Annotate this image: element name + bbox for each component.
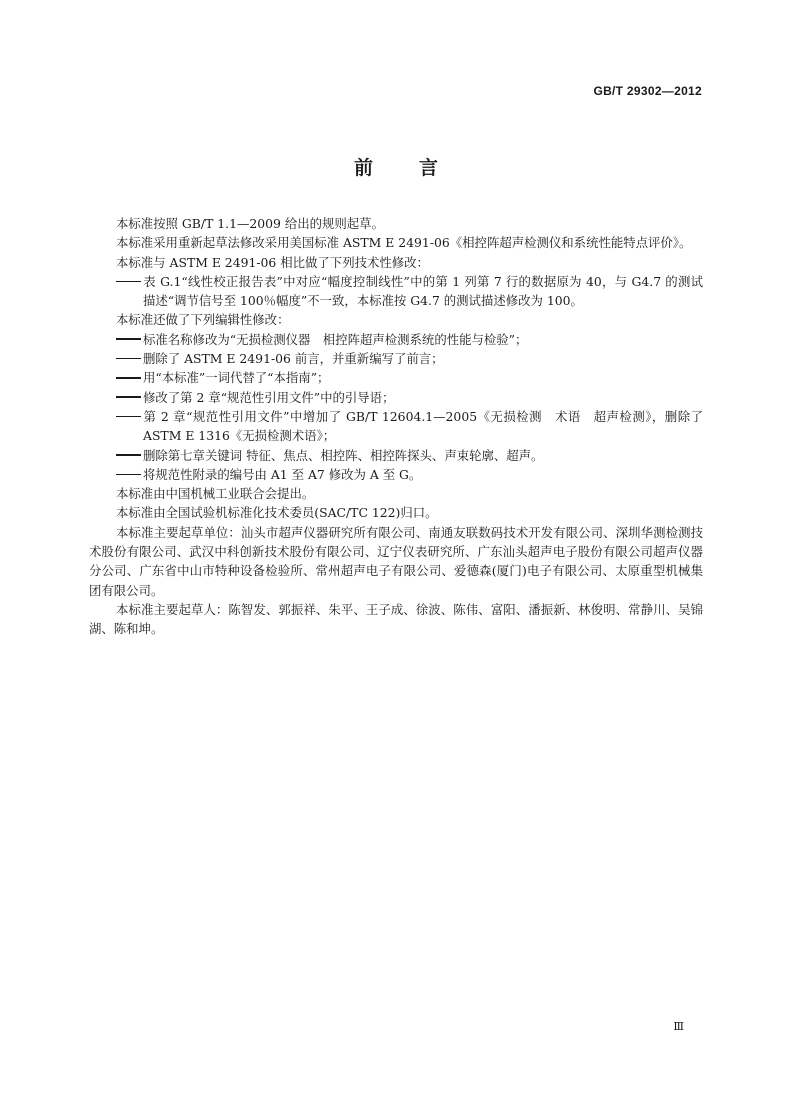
dash-bullet: [116, 465, 143, 484]
page-number: Ⅲ: [673, 1020, 684, 1033]
list-item: [89, 407, 703, 446]
list-item-text: 删除第七章关键词 特征、焦点、相控阵、相控阵探头、声束轮廓、超声。: [143, 447, 544, 463]
paragraph: 本标准主要起草人：陈智发、郭振祥、朱平、王子成、徐波、陈伟、富阳、潘振新、林俊明、常静川、吴锦湖、陈和坤。: [89, 601, 703, 637]
list-item: [89, 388, 703, 407]
page-title: [0, 153, 792, 180]
list-item-text: 删除了 ASTM E 2491-06 前言，并重新编写了前言；: [143, 351, 444, 367]
list-item: [89, 330, 703, 349]
list-item: [89, 465, 703, 484]
list-item-text: 表 G.1“线性校正报告表”中对应“幅度控制线性”中的第 1 列第 7 行的数据原为 40，与 G4.7 的测试描述“调节信号至 100％幅度”不一致，本标准按 G4.7 的测试描述修改为 100。: [143, 273, 703, 309]
dash-bullet: [116, 446, 143, 465]
list-item-text: 将规范性附录的编号由 A1 至 A7 修改为 A 至 G。: [143, 466, 422, 482]
paragraph: 本标准主要起草单位：汕头市超声仪器研究所有限公司、南通友联数码技术开发有限公司、深圳华测检测技术股份有限公司、武汉中科创新技术股份有限公司、辽宁仪表研究所、广东汕头超声电子股份有限公司超声仪器分公司、广东省中山市特种设备检验所、常州超声电子有限公司、爱德森(厦门)电子有限公司、太原重型机械集团有限公司。: [89, 524, 703, 598]
title-char-2: 言: [419, 157, 439, 179]
standard-code: GB/T 29302—2012: [593, 84, 702, 98]
list-item: [89, 272, 703, 311]
dash-bullet: [116, 330, 143, 349]
list-item: [89, 368, 703, 387]
dash-bullet: [116, 368, 143, 387]
dash-bullet: [116, 407, 143, 426]
paragraph: 本标准与 ASTM E 2491-06 相比做了下列技术性修改：: [116, 254, 429, 270]
list-item-text: 第 2 章“规范性引用文件”中增加了 GB/T 12604.1—2005《无损检测 术语 超声检测》，删除了 ASTM E 1316《无损检测术语》；: [143, 408, 703, 444]
paragraph: 本标准还做了下列编辑性修改：: [116, 312, 290, 328]
foreword-body: [89, 214, 703, 639]
list-item: [89, 446, 703, 465]
dash-bullet: [116, 388, 143, 407]
dash-bullet: [116, 272, 143, 291]
list-item: [89, 349, 703, 368]
title-char-1: 前: [353, 157, 373, 179]
dash-bullet: [116, 349, 143, 368]
list-item-text: 标准名称修改为“无损检测仪器 相控阵超声检测系统的性能与检验”；: [143, 331, 528, 347]
paragraph: 本标准由全国试验机标准化技术委员(SAC/TC 122)归口。: [116, 505, 438, 521]
paragraph: 本标准按照 GB/T 1.1—2009 给出的规则起草。: [116, 216, 384, 231]
paragraph: 本标准采用重新起草法修改采用美国标准 ASTM E 2491-06《相控阵超声检测仪和系统性能特点评价》。: [116, 235, 692, 251]
paragraph: 本标准由中国机械工业联合会提出。: [116, 486, 315, 502]
list-item-text: 修改了第 2 章“规范性引用文件”中的引导语；: [143, 389, 395, 405]
list-item-text: 用“本标准”一词代替了“本指南”；: [143, 370, 330, 386]
